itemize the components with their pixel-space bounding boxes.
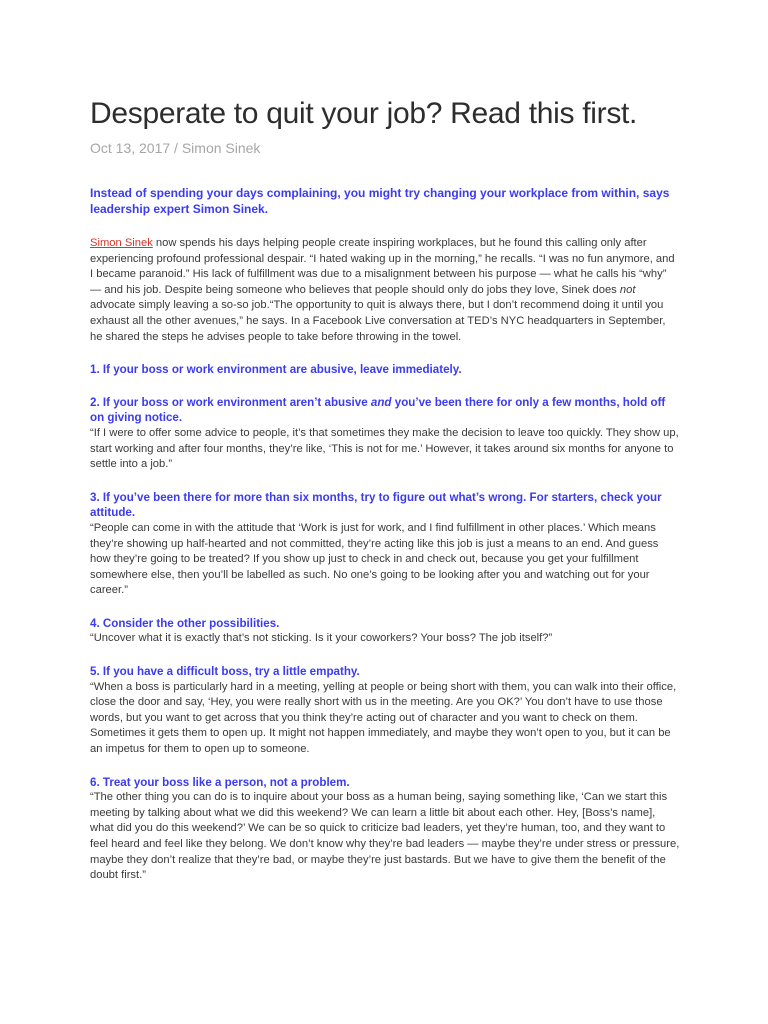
section-2-heading-emphasis: and (370, 395, 392, 409)
section-6-heading: 6. Treat your boss like a person, not a problem. (90, 775, 350, 789)
section-2-body: “If I were to offer some advice to people, it’s that sometimes they make the decision to leave too quickly. They show up, start working and after four months, they’re like, ‘This is not for me.’ However, it takes around six months for anyone to settle into a job.” (90, 426, 679, 471)
section-1 (90, 362, 680, 378)
section-3-heading: 3. If you’ve been there for more than six months, try to figure out what’s wrong. For starters, check your attitude. (90, 490, 662, 520)
article-lead: Instead of spending your days complaining, you might try changing your workplace from within, says leadership expert Simon Sinek. (90, 186, 670, 216)
article (90, 96, 680, 884)
article-byline: Oct 13, 2017 / Simon Sinek (90, 140, 261, 156)
section-4 (90, 616, 680, 647)
section-6-body: “The other thing you can do is to inquire about your boss as a human being, saying something like, ‘Can we start this meeting by talking about what we did this weekend? We can learn a little bit about each other. Hey, [Boss’s name], what did you do this weekend?’ We can be so quick to criticize bad leaders, yet they’re human, too, and they want to feel heard and feel like they belong. We don’t know why they’re bad leaders — maybe they’re under stress or pressure, maybe they don’t realize that they’re bad, or maybe they’re just bastards. But we have to give them the benefit of the doubt first.” (90, 791, 680, 882)
section-2-heading-text-1: 2. If your boss or work environment aren’t abusive (90, 395, 371, 409)
section-4-body: “Uncover what it is exactly that’s not sticking. Is it your coworkers? Your boss? The job itself?” (90, 632, 553, 645)
author-link[interactable]: Simon Sinek (90, 237, 153, 249)
section-4-heading: 4. Consider the other possibilities. (90, 616, 280, 630)
intro-emphasis: not (619, 283, 636, 296)
section-2-heading (90, 395, 680, 426)
section-3 (90, 490, 680, 599)
section-2 (90, 395, 680, 473)
section-3-body: “People can come in with the attitude that ‘Work is just for work, and I find fulfillment in other places.’ Which means they’re showing up half-hearted and not committed, they’re acting like this job is just a means to an end. And guess how they’re going to be treated? If you show up just to check in and check out, because you get your fulfillment somewhere else, then you’ll be labelled as such. No one’s going to be looking after you and watching out for your career.” (90, 521, 659, 597)
section-2-heading-text-2: you’ve been there for only a few months, hold off on giving notice. (90, 395, 666, 425)
intro-paragraph (90, 236, 680, 345)
intro-text-2: advocate simply leaving a so-so job.“The opportunity to quit is always there, but I don’t recommend doing it until you exhaust all the other avenues,” he says. In a Facebook Live conversation at TED’s NYC headquarters in September, he shared the steps he advises people to take before throwing in the towel. (90, 299, 666, 343)
intro-text-1: now spends his days helping people create inspiring workplaces, but he found this calling only after experiencing profound professional despair. “I hated waking up in the morning,” he recalls. “I was no fun anymore, and I became paranoid.” His lack of fulfillment was due to a misalignment between his purpose — what he calls his “why” — and his job. Despite being someone who believes that people should only do jobs they love, Sinek does (90, 237, 675, 296)
article-title: Desperate to quit your job? Read this first. (90, 97, 638, 130)
section-5-body: “When a boss is particularly hard in a meeting, yelling at people or being short with them, you can walk into their office, close the door and say, ‘Hey, you were really short with us in the meeting. Are you OK?’ You don’t have to use those words, but you want to get across that you think they’re acting out of character and you want to check on them. Sometimes it gets them to open up. It might not happen immediately, and maybe they won’t open to you, but it can be an impetus for them to open up to someone. (90, 680, 677, 756)
section-1-heading: 1. If your boss or work environment are abusive, leave immediately. (90, 363, 462, 377)
section-5 (90, 664, 680, 758)
section-5-heading: 5. If you have a difficult boss, try a little empathy. (90, 665, 360, 679)
section-6 (90, 775, 680, 884)
